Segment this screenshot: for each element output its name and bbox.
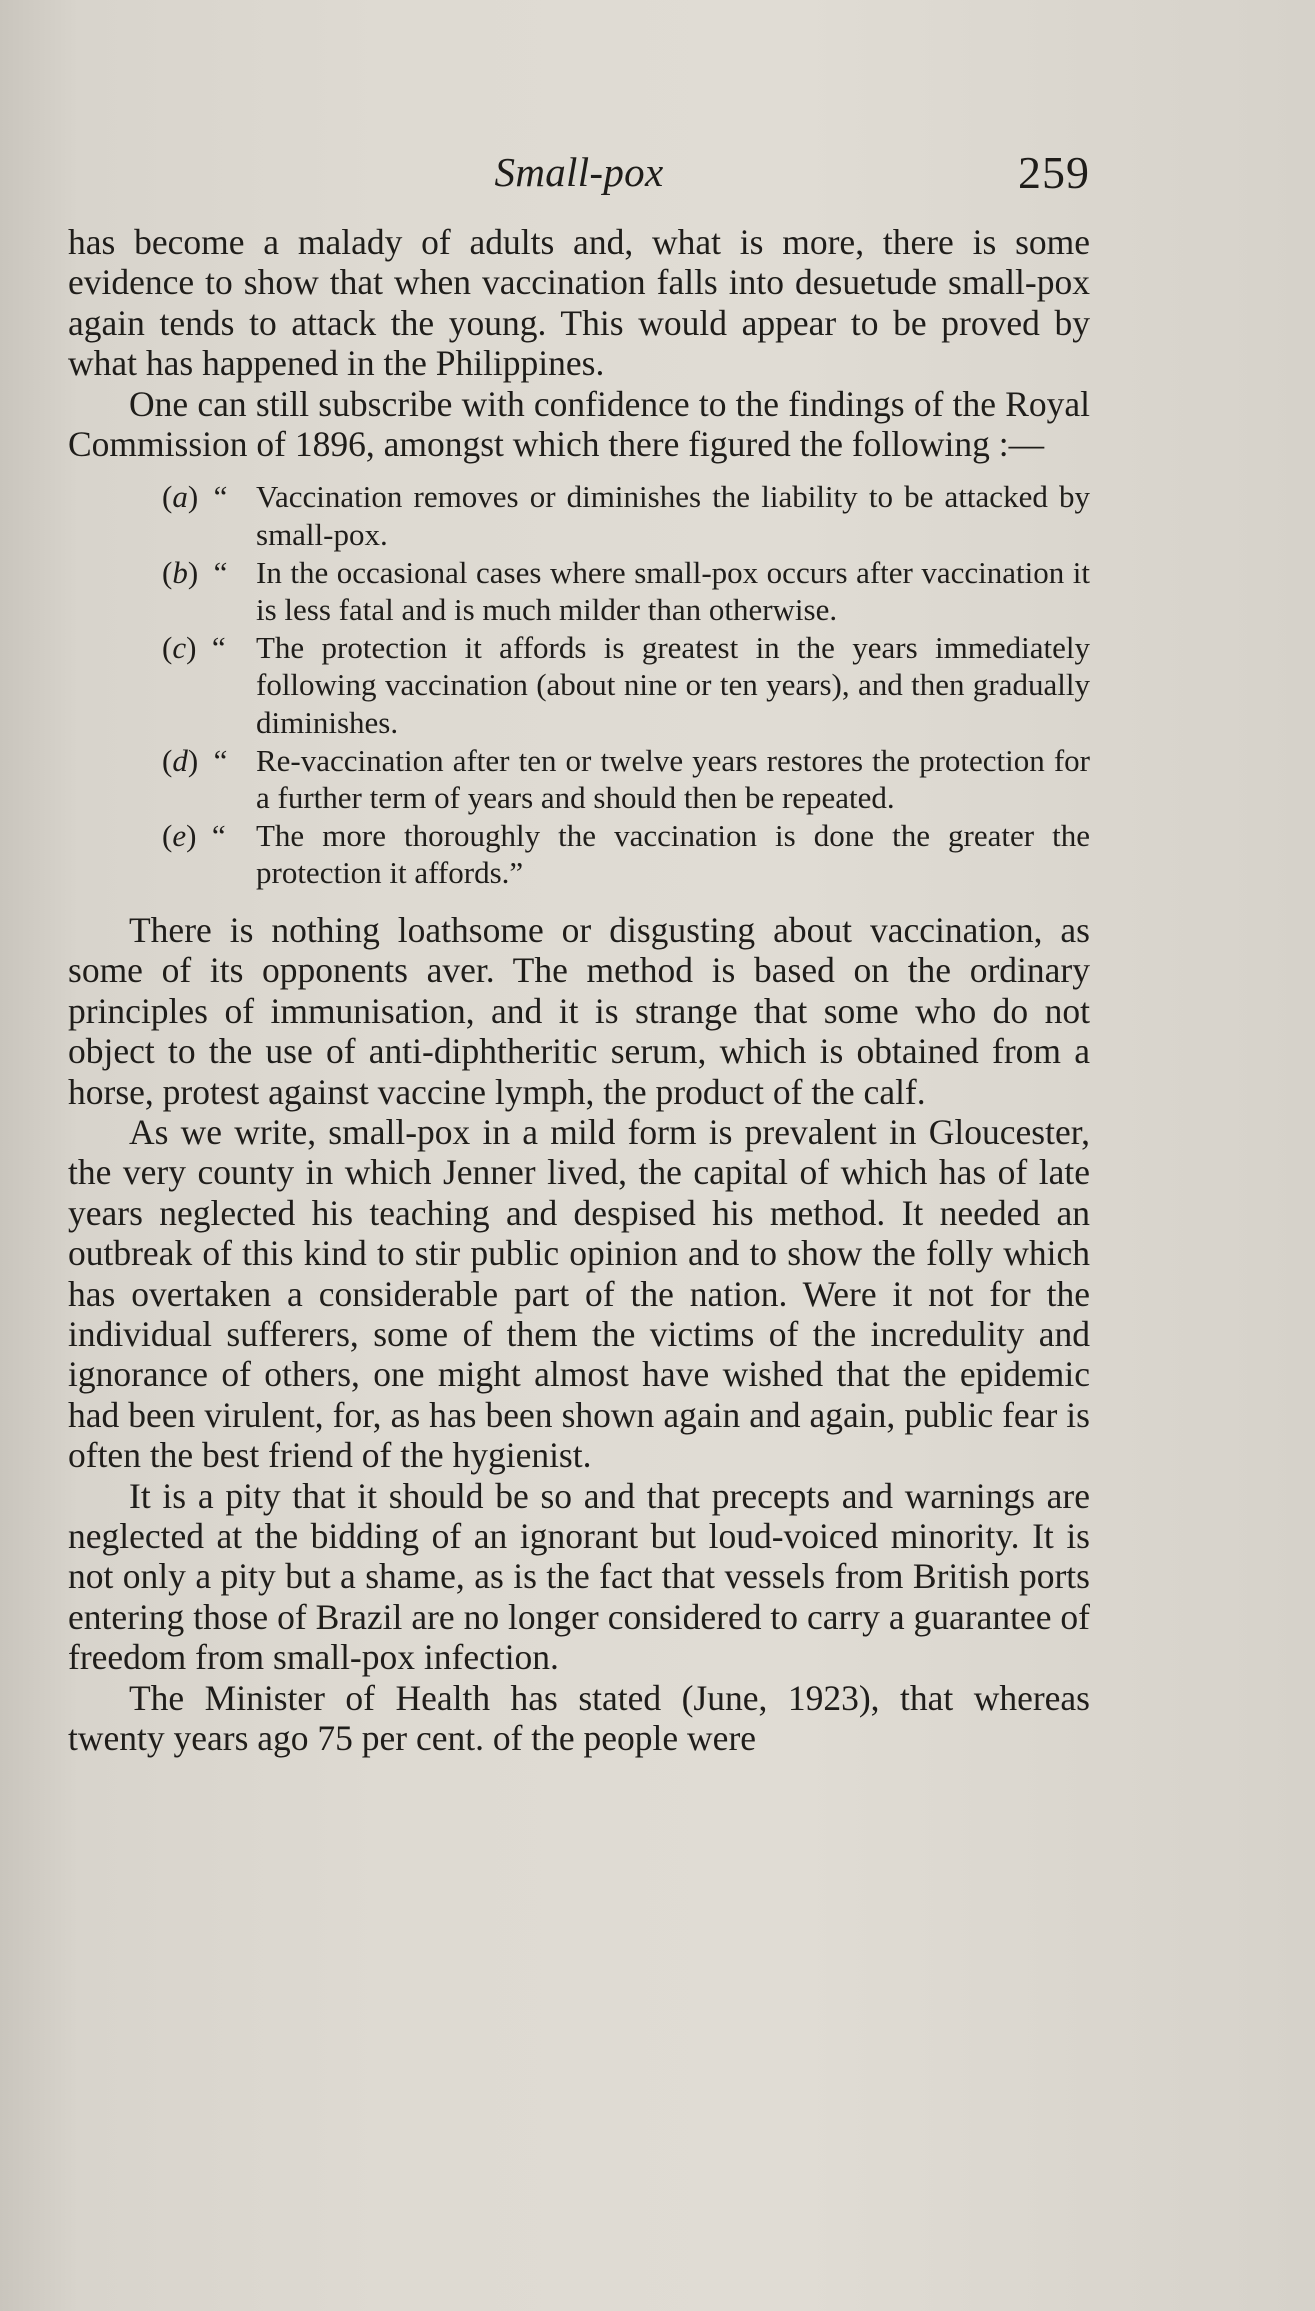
finding-item xyxy=(162,554,1090,629)
paragraph-royal-commission: One can still subscribe with confidence to the findings of the Royal Commission of 1896, amongst which there figured the following :— xyxy=(68,383,1090,465)
finding-text: In the occasional cases where small-pox occurs after vaccination it is less fatal and is much milder than otherwise. xyxy=(256,554,1090,628)
paragraph-minister-of-health: The Minister of Health has stated (June, 1923), that whereas twenty years ago 75 per cent. of the people were xyxy=(68,1677,1090,1759)
paragraph-gloucester: As we write, small-pox in a mild form is prevalent in Gloucester, the very county in which Jenner lived, the capital of which has of late years neglected his teaching and despised his method. It needed an outbreak of this kind to stir public opinion and to show the folly which has overtaken a considerable part of the nation. Were it not for the individual sufferers, some of them the victims of the incredulity and ignorance of others, one might almost have wished that the epidemic had been virulent, for, as has been shown again and again, public fear is often the best friend of the hygienist. xyxy=(68,1112,1090,1476)
commission-findings-list xyxy=(68,478,1090,892)
finding-marker: (b) “ xyxy=(162,554,228,590)
finding-item xyxy=(162,817,1090,892)
finding-marker: (a) “ xyxy=(162,479,228,515)
paragraph-vaccination-method: There is nothing loathsome or disgusting about vaccination, as some of its opponents aver. The method is based on the ordinary principles of immunisation, and it is strange that some who do not object to the use of anti-diphtheritic serum, which is obtained from a horse, protest against vaccine lymph, the product of the calf. xyxy=(68,909,1090,1112)
finding-marker: (d) “ xyxy=(162,742,228,778)
running-title: Small-pox xyxy=(494,149,664,195)
finding-text: Vaccination removes or diminishes the liability to be attacked by small-pox. xyxy=(256,479,1090,553)
finding-marker: (c) “ xyxy=(162,629,226,665)
finding-text: The more thoroughly the vaccination is done the greater the protection it affords.” xyxy=(256,817,1090,891)
paragraph-pity: It is a pity that it should be so and that precepts and warnings are neglected at the bidding of an ignorant but loud-voiced minority. It is not only a pity but a shame, as is the fact that vessels from British ports entering those of Brazil are no longer considered to carry a guarantee of freedom from small-pox infection. xyxy=(68,1475,1090,1678)
running-head xyxy=(68,140,1090,210)
paragraph-continued: has become a malady of adults and, what is more, there is some evidence to show that when vaccination falls into desuetude small-pox again tends to attack the young. This would appear to be proved by what has happened in the Philippines. xyxy=(68,222,1090,384)
finding-text: Re-vaccination after ten or twelve years restores the protection for a further term of years and should then be repeated. xyxy=(256,742,1090,816)
finding-item xyxy=(162,742,1090,817)
body-text xyxy=(68,222,1090,1759)
finding-text: The protection it affords is greatest in the years immediately following vaccination (about nine or ten years), and then gradually diminishes. xyxy=(256,629,1090,740)
finding-item xyxy=(162,478,1090,553)
page-number: 259 xyxy=(1018,147,1090,198)
finding-item xyxy=(162,629,1090,742)
finding-marker: (e) “ xyxy=(162,817,226,853)
